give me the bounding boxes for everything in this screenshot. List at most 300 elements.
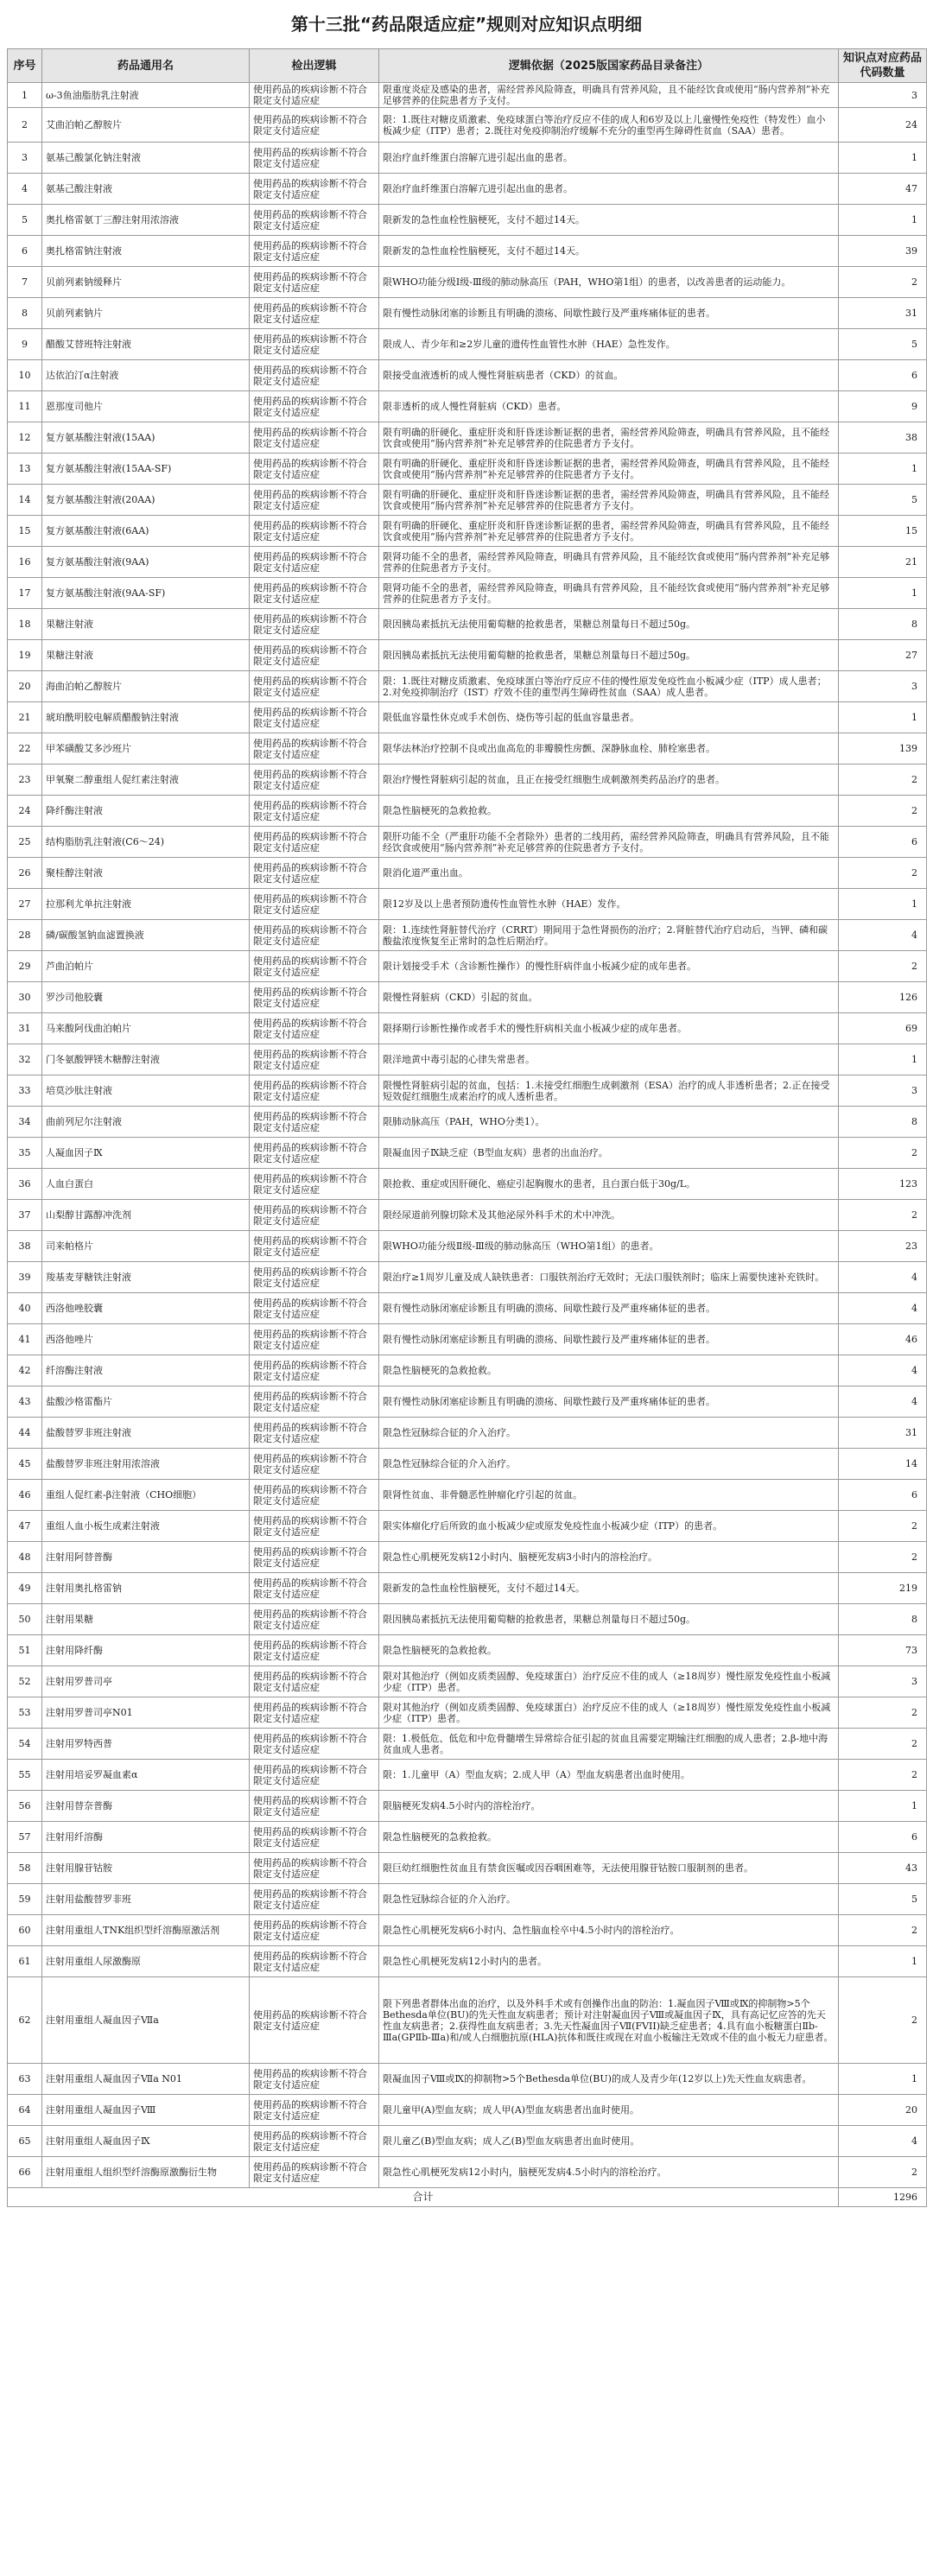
drug-name: 贝前列素钠片 <box>42 298 250 329</box>
row-number: 53 <box>8 1697 42 1729</box>
row-number: 60 <box>8 1915 42 1946</box>
code-count: 9 <box>839 391 927 422</box>
code-count: 8 <box>839 609 927 640</box>
table-row <box>8 2157 927 2188</box>
table-body <box>8 83 927 2188</box>
drug-name: 奥扎格雷氨丁三醇注射用浓溶液 <box>42 205 250 236</box>
detection-logic: 使用药品的疾病诊断不符合限定支付适应症 <box>250 1324 379 1355</box>
drug-name: 贝前列素钠缓释片 <box>42 267 250 298</box>
table-row <box>8 982 927 1013</box>
code-count: 5 <box>839 485 927 516</box>
row-number: 33 <box>8 1075 42 1107</box>
table-row <box>8 1853 927 1884</box>
detection-logic: 使用药品的疾病诊断不符合限定支付适应症 <box>250 485 379 516</box>
detection-logic: 使用药品的疾病诊断不符合限定支付适应症 <box>250 1231 379 1262</box>
drug-name: 甲苯磺酸艾多沙班片 <box>42 733 250 765</box>
code-count: 2 <box>839 2157 927 2188</box>
drug-name: 注射用奥扎格雷钠 <box>42 1573 250 1604</box>
knowledge-table <box>7 48 927 2207</box>
code-count: 2 <box>839 951 927 982</box>
drug-name: 降纤酶注射液 <box>42 796 250 827</box>
row-number: 17 <box>8 578 42 609</box>
code-count: 46 <box>839 1324 927 1355</box>
drug-name: 注射用降纤酶 <box>42 1635 250 1666</box>
row-number: 31 <box>8 1013 42 1044</box>
table-row <box>8 609 927 640</box>
code-count: 1 <box>839 1044 927 1075</box>
table-row <box>8 1355 927 1386</box>
detection-logic: 使用药品的疾病诊断不符合限定支付适应症 <box>250 640 379 671</box>
drug-name: 芦曲泊帕片 <box>42 951 250 982</box>
code-count: 2 <box>839 796 927 827</box>
header-basis: 逻辑依据（2025版国家药品目录备注） <box>379 49 839 83</box>
detection-logic: 使用药品的疾病诊断不符合限定支付适应症 <box>250 1386 379 1418</box>
drug-name: 琥珀酰明胶电解质醋酸钠注射液 <box>42 702 250 733</box>
code-count: 1 <box>839 889 927 920</box>
table-row <box>8 1418 927 1449</box>
row-number: 48 <box>8 1542 42 1573</box>
row-number: 6 <box>8 236 42 267</box>
detection-logic: 使用药品的疾病诊断不符合限定支付适应症 <box>250 702 379 733</box>
code-count: 8 <box>839 1604 927 1635</box>
table-row <box>8 1169 927 1200</box>
logic-basis: 限新发的急性血栓性脑梗死，支付不超过14天。 <box>379 205 839 236</box>
table-row <box>8 1231 927 1262</box>
table-row <box>8 1884 927 1915</box>
code-count: 4 <box>839 1293 927 1324</box>
code-count: 1 <box>839 143 927 174</box>
logic-basis: 限WHO功能分级Ⅰ级-Ⅲ级的肺动脉高压（PAH，WHO第1组）的患者，以改善患者的运动能力。 <box>379 267 839 298</box>
table-row <box>8 2064 927 2095</box>
code-count: 5 <box>839 329 927 360</box>
logic-basis: 限肺动脉高压（PAH，WHO分类1）。 <box>379 1107 839 1138</box>
code-count: 69 <box>839 1013 927 1044</box>
table-row <box>8 236 927 267</box>
row-number: 50 <box>8 1604 42 1635</box>
row-number: 41 <box>8 1324 42 1355</box>
drug-name: 海曲泊帕乙醇胺片 <box>42 671 250 702</box>
row-number: 20 <box>8 671 42 702</box>
drug-name: 注射用纤溶酶 <box>42 1822 250 1853</box>
code-count: 8 <box>839 1107 927 1138</box>
row-number: 27 <box>8 889 42 920</box>
drug-name: 注射用重组人尿激酶原 <box>42 1946 250 1977</box>
drug-name: 注射用腺苷钴胺 <box>42 1853 250 1884</box>
detection-logic: 使用药品的疾病诊断不符合限定支付适应症 <box>250 1107 379 1138</box>
logic-basis: 限对其他治疗（例如皮质类固醇、免疫球蛋白）治疗反应不佳的成人（≥18周岁）慢性原发免疫性血小板减少症（ITP）患者。 <box>379 1666 839 1697</box>
code-count: 21 <box>839 547 927 578</box>
detection-logic: 使用药品的疾病诊断不符合限定支付适应症 <box>250 1013 379 1044</box>
logic-basis: 限：1.极低危、低危和中危骨髓增生异常综合征引起的贫血且需要定期输注红细胞的成人患者；2.β-地中海贫血成人患者。 <box>379 1729 839 1760</box>
row-number: 66 <box>8 2157 42 2188</box>
row-number: 25 <box>8 827 42 858</box>
logic-basis: 限儿童甲(A)型血友病；成人甲(A)型血友病患者出血时使用。 <box>379 2095 839 2126</box>
logic-basis: 限急性心肌梗死发病12小时内，脑梗死发病4.5小时内的溶栓治疗。 <box>379 2157 839 2188</box>
code-count: 4 <box>839 1355 927 1386</box>
drug-name: 注射用阿替普酶 <box>42 1542 250 1573</box>
logic-basis: 限有慢性动脉闭塞的诊断且有明确的溃疡、间歇性跛行及严重疼痛体征的患者。 <box>379 298 839 329</box>
detection-logic: 使用药品的疾病诊断不符合限定支付适应症 <box>250 2095 379 2126</box>
table-row <box>8 1200 927 1231</box>
row-number: 32 <box>8 1044 42 1075</box>
drug-name: 司来帕格片 <box>42 1231 250 1262</box>
detection-logic: 使用药品的疾病诊断不符合限定支付适应症 <box>250 1449 379 1480</box>
drug-name: 结构脂肪乳注射液(C6～24) <box>42 827 250 858</box>
code-count: 43 <box>839 1853 927 1884</box>
detection-logic: 使用药品的疾病诊断不符合限定支付适应症 <box>250 951 379 982</box>
table-row <box>8 2126 927 2157</box>
detection-logic: 使用药品的疾病诊断不符合限定支付适应症 <box>250 1977 379 2064</box>
row-number: 23 <box>8 765 42 796</box>
row-number: 28 <box>8 920 42 951</box>
drug-name: 盐酸沙格雷酯片 <box>42 1386 250 1418</box>
logic-basis: 限WHO功能分级Ⅱ级-Ⅲ级的肺动脉高压（WHO第1组）的患者。 <box>379 1231 839 1262</box>
logic-basis: 限计划接受手术（含诊断性操作）的慢性肝病伴血小板减少症的成年患者。 <box>379 951 839 982</box>
row-number: 3 <box>8 143 42 174</box>
logic-basis: 限急性脑梗死的急救抢救。 <box>379 1635 839 1666</box>
logic-basis: 限华法林治疗控制不良或出血高危的非瓣膜性房颤、深静脉血栓、肺栓塞患者。 <box>379 733 839 765</box>
logic-basis: 限肝功能不全（严重肝功能不全者除外）患者的二线用药，需经营养风险筛查，明确具有营养风险，且不能经饮食或使用“肠内营养剂”补充足够营养的住院患者方予支付。 <box>379 827 839 858</box>
detection-logic: 使用药品的疾病诊断不符合限定支付适应症 <box>250 1480 379 1511</box>
table-row <box>8 702 927 733</box>
code-count: 4 <box>839 2126 927 2157</box>
logic-basis: 限有明确的肝硬化、重症肝炎和肝昏迷诊断证据的患者，需经营养风险筛查，明确具有营养风险，且不能经饮食或使用“肠内营养剂”补充足够营养的住院患者方予支付。 <box>379 516 839 547</box>
detection-logic: 使用药品的疾病诊断不符合限定支付适应症 <box>250 1697 379 1729</box>
logic-basis: 限消化道严重出血。 <box>379 858 839 889</box>
drug-name: 罗沙司他胶囊 <box>42 982 250 1013</box>
table-row <box>8 1822 927 1853</box>
code-count: 1 <box>839 454 927 485</box>
logic-basis: 限洋地黄中毒引起的心律失常患者。 <box>379 1044 839 1075</box>
logic-basis: 限有明确的肝硬化、重症肝炎和肝昏迷诊断证据的患者，需经营养风险筛查，明确具有营养风险，且不能经饮食或使用“肠内营养剂”补充足够营养的住院患者方予支付。 <box>379 454 839 485</box>
logic-basis: 限因胰岛素抵抗无法使用葡萄糖的抢救患者，果糖总剂量每日不超过50g。 <box>379 609 839 640</box>
table-row <box>8 640 927 671</box>
logic-basis: 限治疗血纤维蛋白溶解亢进引起出血的患者。 <box>379 143 839 174</box>
detection-logic: 使用药品的疾病诊断不符合限定支付适应症 <box>250 1760 379 1791</box>
detection-logic: 使用药品的疾病诊断不符合限定支付适应症 <box>250 1853 379 1884</box>
table-row <box>8 1946 927 1977</box>
detection-logic: 使用药品的疾病诊断不符合限定支付适应症 <box>250 360 379 391</box>
table-row <box>8 578 927 609</box>
logic-basis: 限有慢性动脉闭塞症诊断且有明确的溃疡、间歇性跛行及严重疼痛体征的患者。 <box>379 1386 839 1418</box>
code-count: 2 <box>839 1729 927 1760</box>
row-number: 55 <box>8 1760 42 1791</box>
table-row <box>8 858 927 889</box>
row-number: 65 <box>8 2126 42 2157</box>
code-count: 1 <box>839 1791 927 1822</box>
logic-basis: 限急性心肌梗死发病6小时内、急性脑血栓卒中4.5小时内的溶栓治疗。 <box>379 1915 839 1946</box>
detection-logic: 使用药品的疾病诊断不符合限定支付适应症 <box>250 765 379 796</box>
detection-logic: 使用药品的疾病诊断不符合限定支付适应症 <box>250 454 379 485</box>
table-row <box>8 298 927 329</box>
header-count: 知识点对应药品代码数量 <box>839 49 927 83</box>
drug-name: 重组人血小板生成素注射液 <box>42 1511 250 1542</box>
table-row <box>8 1635 927 1666</box>
logic-basis: 限慢性肾脏病（CKD）引起的贫血。 <box>379 982 839 1013</box>
code-count: 123 <box>839 1169 927 1200</box>
drug-name: 醋酸艾替班特注射液 <box>42 329 250 360</box>
logic-basis: 限急性冠脉综合征的介入治疗。 <box>379 1884 839 1915</box>
row-number: 29 <box>8 951 42 982</box>
drug-name: 门冬氨酸钾镁木糖醇注射液 <box>42 1044 250 1075</box>
logic-basis: 限新发的急性血栓性脑梗死，支付不超过14天。 <box>379 1573 839 1604</box>
logic-basis: 限治疗血纤维蛋白溶解亢进引起出血的患者。 <box>379 174 839 205</box>
row-number: 39 <box>8 1262 42 1293</box>
code-count: 2 <box>839 858 927 889</box>
table-row <box>8 1666 927 1697</box>
row-number: 1 <box>8 83 42 108</box>
logic-basis: 限急性冠脉综合征的介入治疗。 <box>379 1418 839 1449</box>
drug-name: 拉那利尤单抗注射液 <box>42 889 250 920</box>
detection-logic: 使用药品的疾病诊断不符合限定支付适应症 <box>250 1635 379 1666</box>
row-number: 46 <box>8 1480 42 1511</box>
code-count: 6 <box>839 360 927 391</box>
detection-logic: 使用药品的疾病诊断不符合限定支付适应症 <box>250 1293 379 1324</box>
drug-name: 培莫沙肽注射液 <box>42 1075 250 1107</box>
code-count: 1 <box>839 2064 927 2095</box>
detection-logic: 使用药品的疾病诊断不符合限定支付适应症 <box>250 1355 379 1386</box>
logic-basis: 限有慢性动脉闭塞症诊断且有明确的溃疡、间歇性跛行及严重疼痛体征的患者。 <box>379 1293 839 1324</box>
row-number: 42 <box>8 1355 42 1386</box>
row-number: 54 <box>8 1729 42 1760</box>
logic-basis: 限凝血因子Ⅸ缺乏症（B型血友病）患者的出血治疗。 <box>379 1138 839 1169</box>
drug-name: 聚桂醇注射液 <box>42 858 250 889</box>
row-number: 16 <box>8 547 42 578</box>
logic-basis: 限急性冠脉综合征的介入治疗。 <box>379 1449 839 1480</box>
drug-name: 曲前列尼尔注射液 <box>42 1107 250 1138</box>
table-row <box>8 1107 927 1138</box>
logic-basis: 限12岁及以上患者预防遗传性血管性水肿（HAE）发作。 <box>379 889 839 920</box>
detection-logic: 使用药品的疾病诊断不符合限定支付适应症 <box>250 1169 379 1200</box>
drug-name: ω-3鱼油脂肪乳注射液 <box>42 83 250 108</box>
code-count: 73 <box>839 1635 927 1666</box>
logic-basis: 限接受血液透析的成人慢性肾脏病患者（CKD）的贫血。 <box>379 360 839 391</box>
detection-logic: 使用药品的疾病诊断不符合限定支付适应症 <box>250 391 379 422</box>
row-number: 18 <box>8 609 42 640</box>
drug-name: 复方氨基酸注射液(9AA) <box>42 547 250 578</box>
detection-logic: 使用药品的疾病诊断不符合限定支付适应症 <box>250 1573 379 1604</box>
header-logic: 检出逻辑 <box>250 49 379 83</box>
code-count: 27 <box>839 640 927 671</box>
table-row <box>8 1791 927 1822</box>
row-number: 56 <box>8 1791 42 1822</box>
row-number: 63 <box>8 2064 42 2095</box>
logic-basis: 限因胰岛素抵抗无法使用葡萄糖的抢救患者，果糖总剂量每日不超过50g。 <box>379 1604 839 1635</box>
detection-logic: 使用药品的疾病诊断不符合限定支付适应症 <box>250 329 379 360</box>
table-row <box>8 1044 927 1075</box>
page-title: 第十三批“药品限适应症”规则对应知识点明细 <box>290 14 643 35</box>
table-row <box>8 108 927 143</box>
detection-logic: 使用药品的疾病诊断不符合限定支付适应症 <box>250 143 379 174</box>
table-row <box>8 174 927 205</box>
code-count: 23 <box>839 1231 927 1262</box>
logic-basis: 限急性脑梗死的急救抢救。 <box>379 796 839 827</box>
detection-logic: 使用药品的疾病诊断不符合限定支付适应症 <box>250 1262 379 1293</box>
row-number: 9 <box>8 329 42 360</box>
logic-basis: 限急性心肌梗死发病12小时内的患者。 <box>379 1946 839 1977</box>
table-row <box>8 1075 927 1107</box>
row-number: 5 <box>8 205 42 236</box>
table-row <box>8 1697 927 1729</box>
code-count: 20 <box>839 2095 927 2126</box>
table-row <box>8 1324 927 1355</box>
table-row <box>8 1604 927 1635</box>
row-number: 13 <box>8 454 42 485</box>
code-count: 6 <box>839 1480 927 1511</box>
drug-name: 盐酸替罗非班注射液 <box>42 1418 250 1449</box>
table-row <box>8 1262 927 1293</box>
table-row <box>8 1760 927 1791</box>
code-count: 2 <box>839 1138 927 1169</box>
row-number: 2 <box>8 108 42 143</box>
logic-basis: 限有明确的肝硬化、重症肝炎和肝昏迷诊断证据的患者，需经营养风险筛查，明确具有营养风险，且不能经饮食或使用“肠内营养剂”补充足够营养的住院患者方予支付。 <box>379 485 839 516</box>
drug-name: 注射用盐酸替罗非班 <box>42 1884 250 1915</box>
detection-logic: 使用药品的疾病诊断不符合限定支付适应症 <box>250 827 379 858</box>
drug-name: 羧基麦芽糖铁注射液 <box>42 1262 250 1293</box>
row-number: 14 <box>8 485 42 516</box>
row-number: 24 <box>8 796 42 827</box>
header-no: 序号 <box>8 49 42 83</box>
drug-name: 注射用重组人TNK组织型纤溶酶原激活剂 <box>42 1915 250 1946</box>
detection-logic: 使用药品的疾病诊断不符合限定支付适应症 <box>250 267 379 298</box>
drug-name: 山梨醇甘露醇冲洗剂 <box>42 1200 250 1231</box>
table-row <box>8 2095 927 2126</box>
code-count: 6 <box>839 827 927 858</box>
detection-logic: 使用药品的疾病诊断不符合限定支付适应症 <box>250 1822 379 1853</box>
detection-logic: 使用药品的疾病诊断不符合限定支付适应症 <box>250 578 379 609</box>
code-count: 2 <box>839 267 927 298</box>
drug-name: 注射用果糖 <box>42 1604 250 1635</box>
detection-logic: 使用药品的疾病诊断不符合限定支付适应症 <box>250 422 379 454</box>
code-count: 2 <box>839 1697 927 1729</box>
detection-logic: 使用药品的疾病诊断不符合限定支付适应症 <box>250 516 379 547</box>
row-number: 8 <box>8 298 42 329</box>
drug-name: 氨基己酸注射液 <box>42 174 250 205</box>
drug-name: 重组人促红素-β注射液（CHO细胞） <box>42 1480 250 1511</box>
code-count: 2 <box>839 1977 927 2064</box>
table-row <box>8 205 927 236</box>
table-row <box>8 1729 927 1760</box>
detection-logic: 使用药品的疾病诊断不符合限定支付适应症 <box>250 1604 379 1635</box>
table-row <box>8 1293 927 1324</box>
row-number: 43 <box>8 1386 42 1418</box>
logic-basis: 限重度炎症及感染的患者，需经营养风险筛查，明确具有营养风险，且不能经饮食或使用“肠内营养剂”补充足够营养的住院患者方予支付。 <box>379 83 839 108</box>
drug-name: 纤溶酶注射液 <box>42 1355 250 1386</box>
logic-basis: 限有明确的肝硬化、重症肝炎和肝昏迷诊断证据的患者，需经营养风险筛查，明确具有营养风险，且不能经饮食或使用“肠内营养剂”补充足够营养的住院患者方予支付。 <box>379 422 839 454</box>
drug-name: 复方氨基酸注射液(9AA-SF) <box>42 578 250 609</box>
row-number: 57 <box>8 1822 42 1853</box>
drug-name: 注射用重组人凝血因子Ⅶa <box>42 1977 250 2064</box>
table-row <box>8 516 927 547</box>
table-row <box>8 83 927 108</box>
logic-basis: 限肾功能不全的患者，需经营养风险筛查，明确具有营养风险，且不能经饮食或使用“肠内营养剂”补充足够营养的住院患者方予支付。 <box>379 578 839 609</box>
row-number: 47 <box>8 1511 42 1542</box>
code-count: 2 <box>839 1200 927 1231</box>
drug-name: 注射用重组人组织型纤溶酶原激酶衍生物 <box>42 2157 250 2188</box>
drug-name: 复方氨基酸注射液(15AA) <box>42 422 250 454</box>
drug-name: 果糖注射液 <box>42 609 250 640</box>
detection-logic: 使用药品的疾病诊断不符合限定支付适应症 <box>250 108 379 143</box>
row-number: 51 <box>8 1635 42 1666</box>
code-count: 3 <box>839 671 927 702</box>
drug-name: 注射用重组人凝血因子Ⅶa N01 <box>42 2064 250 2095</box>
code-count: 2 <box>839 1915 927 1946</box>
logic-basis: 限因胰岛素抵抗无法使用葡萄糖的抢救患者，果糖总剂量每日不超过50g。 <box>379 640 839 671</box>
logic-basis: 限低血容量性休克或手术创伤、烧伤等引起的低血容量患者。 <box>379 702 839 733</box>
logic-basis: 限：1.连续性肾脏替代治疗（CRRT）期间用于急性肾损伤的治疗；2.肾脏替代治疗启动后，当钾、磷和碳酸盐浓度恢复至正常时的急性后期治疗。 <box>379 920 839 951</box>
row-number: 64 <box>8 2095 42 2126</box>
code-count: 2 <box>839 1542 927 1573</box>
drug-name: 马来酸阿伐曲泊帕片 <box>42 1013 250 1044</box>
logic-basis: 限非透析的成人慢性肾脏病（CKD）患者。 <box>379 391 839 422</box>
row-number: 45 <box>8 1449 42 1480</box>
table-row <box>8 733 927 765</box>
table-row <box>8 765 927 796</box>
code-count: 5 <box>839 1884 927 1915</box>
drug-name: 复方氨基酸注射液(6AA) <box>42 516 250 547</box>
code-count: 15 <box>839 516 927 547</box>
code-count: 2 <box>839 1760 927 1791</box>
detection-logic: 使用药品的疾病诊断不符合限定支付适应症 <box>250 1075 379 1107</box>
detection-logic: 使用药品的疾病诊断不符合限定支付适应症 <box>250 1791 379 1822</box>
detection-logic: 使用药品的疾病诊断不符合限定支付适应症 <box>250 547 379 578</box>
table-row <box>8 267 927 298</box>
drug-name: 西洛他唑胶囊 <box>42 1293 250 1324</box>
logic-basis: 限实体瘤化疗后所致的血小板减少症或原发免疫性血小板减少症（ITP）的患者。 <box>379 1511 839 1542</box>
detection-logic: 使用药品的疾病诊断不符合限定支付适应症 <box>250 1666 379 1697</box>
detection-logic: 使用药品的疾病诊断不符合限定支付适应症 <box>250 889 379 920</box>
detection-logic: 使用药品的疾病诊断不符合限定支付适应症 <box>250 1915 379 1946</box>
code-count: 47 <box>839 174 927 205</box>
logic-basis: 限：1.既往对糖皮质激素、免疫球蛋白等治疗反应不佳的慢性原发免疫性血小板减少症（ITP）成人患者；2.对免疫抑制治疗（IST）疗效不佳的重型再生障碍性贫血（SAA）成人患者。 <box>379 671 839 702</box>
row-number: 30 <box>8 982 42 1013</box>
logic-basis: 限凝血因子Ⅷ或Ⅸ的抑制物>5个Bethesda单位(BU)的成人及青少年(12岁以上)先天性血友病患者。 <box>379 2064 839 2095</box>
detection-logic: 使用药品的疾病诊断不符合限定支付适应症 <box>250 671 379 702</box>
table-row <box>8 1511 927 1542</box>
table-row <box>8 360 927 391</box>
code-count: 31 <box>839 298 927 329</box>
detection-logic: 使用药品的疾病诊断不符合限定支付适应症 <box>250 1138 379 1169</box>
code-count: 1 <box>839 702 927 733</box>
detection-logic: 使用药品的疾病诊断不符合限定支付适应症 <box>250 2157 379 2188</box>
drug-name: 果糖注射液 <box>42 640 250 671</box>
code-count: 1 <box>839 578 927 609</box>
table-row <box>8 1480 927 1511</box>
detection-logic: 使用药品的疾病诊断不符合限定支付适应症 <box>250 1729 379 1760</box>
code-count: 126 <box>839 982 927 1013</box>
row-number: 26 <box>8 858 42 889</box>
detection-logic: 使用药品的疾病诊断不符合限定支付适应症 <box>250 205 379 236</box>
row-number: 10 <box>8 360 42 391</box>
drug-name: 注射用重组人凝血因子Ⅷ <box>42 2095 250 2126</box>
drug-name: 甲氧聚二醇重组人促红素注射液 <box>42 765 250 796</box>
code-count: 31 <box>839 1418 927 1449</box>
row-number: 4 <box>8 174 42 205</box>
table-row <box>8 1449 927 1480</box>
logic-basis: 限巨幼红细胞性贫血且有禁食医嘱或因吞咽困难等，无法使用腺苷钴胺口服制剂的患者。 <box>379 1853 839 1884</box>
row-number: 15 <box>8 516 42 547</box>
drug-name: 注射用重组人凝血因子Ⅸ <box>42 2126 250 2157</box>
row-number: 12 <box>8 422 42 454</box>
table-row <box>8 920 927 951</box>
logic-basis: 限肾功能不全的患者，需经营养风险筛查，明确具有营养风险，且不能经饮食或使用“肠内营养剂”补充足够营养的住院患者方予支付。 <box>379 547 839 578</box>
row-number: 35 <box>8 1138 42 1169</box>
table-row <box>8 1138 927 1169</box>
logic-basis: 限成人、青少年和≥2岁儿童的遗传性血管性水肿（HAE）急性发作。 <box>379 329 839 360</box>
code-count: 1 <box>839 1946 927 1977</box>
logic-basis: 限治疗≥1周岁儿童及成人缺铁患者：口服铁剂治疗无效时；无法口服铁剂时；临床上需要快速补充铁时。 <box>379 1262 839 1293</box>
logic-basis: 限：1.儿童甲（A）型血友病；2.成人甲（A）型血友病患者出血时使用。 <box>379 1760 839 1791</box>
